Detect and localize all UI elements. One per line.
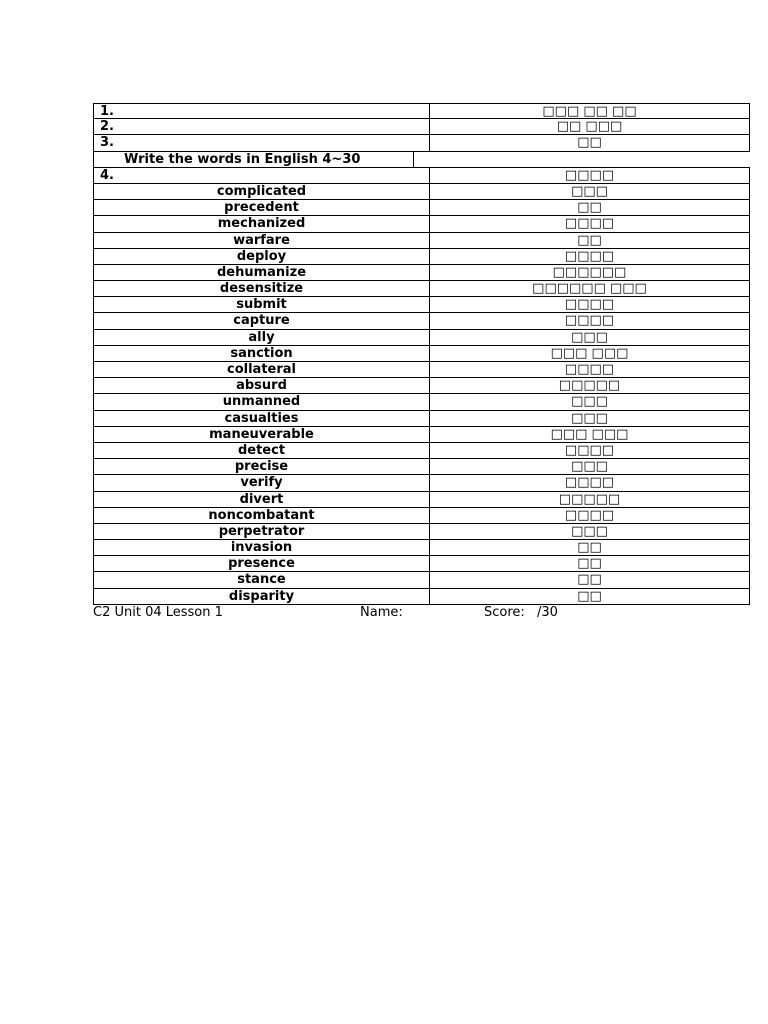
english-word: precedent	[94, 200, 430, 215]
table-row	[93, 184, 750, 200]
korean-meaning: □□	[577, 588, 602, 604]
table-row	[93, 297, 750, 313]
english-word: desensitize	[94, 281, 430, 296]
english-word: casualties	[94, 411, 430, 426]
english-word: stance	[94, 572, 430, 587]
korean-meaning: □□□□□□	[552, 264, 627, 280]
table-row	[93, 394, 750, 410]
table-row	[93, 313, 750, 329]
korean-meaning: □□□□□□ □□□	[532, 281, 647, 297]
row-number: 2.	[94, 119, 430, 134]
lesson-label: C2 Unit 04 Lesson 1	[93, 605, 223, 620]
english-word: capture	[94, 313, 430, 328]
table-row	[93, 119, 750, 135]
score-label: Score:	[484, 605, 525, 620]
korean-meaning: □□□□	[564, 362, 615, 377]
english-word: warfare	[94, 233, 430, 248]
english-word: dehumanize	[94, 265, 430, 280]
english-word: presence	[94, 556, 430, 571]
english-word: invasion	[94, 540, 430, 555]
english-word: divert	[94, 492, 430, 507]
english-word: verify	[94, 475, 430, 490]
score-total: /30	[537, 605, 558, 620]
vocab-table	[93, 103, 750, 605]
korean-meaning: □□□	[571, 459, 608, 475]
korean-meaning: □□□□	[564, 475, 615, 491]
korean-meaning: □□	[577, 556, 602, 572]
korean-meaning: □□	[577, 200, 602, 216]
korean-meaning: □□□□	[564, 297, 615, 313]
table-row	[93, 589, 750, 605]
korean-meaning: □□□□	[564, 248, 615, 264]
table-row	[93, 411, 750, 427]
korean-meaning: □□□□	[564, 313, 615, 329]
english-word: mechanized	[94, 216, 430, 231]
vocab-rows	[93, 184, 750, 605]
table-row	[93, 103, 750, 119]
korean-meaning: □□	[577, 135, 602, 151]
korean-meaning: □□□□	[564, 507, 615, 523]
korean-meaning: □□ □□□	[556, 119, 623, 135]
english-word: detect	[94, 443, 430, 458]
korean-meaning: □□	[577, 540, 602, 556]
table-row	[93, 492, 750, 508]
korean-meaning: □□□	[571, 523, 608, 539]
korean-meaning: □□□	[571, 410, 608, 426]
english-word: precise	[94, 459, 430, 474]
instruction-text: Write the words in English 4~30	[93, 152, 414, 168]
table-row	[93, 135, 750, 151]
instruction-row	[93, 152, 750, 168]
row-number: 1.	[94, 104, 430, 118]
korean-meaning: □□□ □□ □□	[542, 104, 637, 119]
numbered-rows	[93, 103, 750, 152]
table-row	[93, 249, 750, 265]
table-row	[93, 330, 750, 346]
table-row	[93, 233, 750, 249]
instruction-blank	[414, 152, 750, 168]
english-word: collateral	[94, 362, 430, 377]
korean-meaning: □□□□	[564, 216, 615, 232]
english-word: unmanned	[94, 394, 430, 409]
table-row	[93, 540, 750, 556]
korean-meaning: □□□□	[564, 167, 615, 183]
table-row	[93, 427, 750, 443]
table-row	[93, 475, 750, 491]
row-number: 3.	[94, 135, 430, 150]
name-label: Name:	[360, 605, 403, 620]
table-row	[93, 378, 750, 394]
table-row	[93, 508, 750, 524]
table-row	[93, 556, 750, 572]
table-row	[93, 281, 750, 297]
english-word: ally	[94, 330, 430, 345]
korean-meaning: □□	[577, 572, 602, 588]
table-row	[93, 524, 750, 540]
table-row	[93, 346, 750, 362]
korean-meaning: □□□□□	[558, 491, 621, 507]
english-word: perpetrator	[94, 524, 430, 539]
table-row	[93, 572, 750, 588]
table-row	[93, 200, 750, 216]
korean-meaning: □□□	[571, 329, 608, 345]
korean-meaning: □□□ □□□	[550, 345, 629, 361]
korean-meaning: □□□□□	[558, 378, 621, 394]
english-word: disparity	[94, 589, 430, 604]
english-word: absurd	[94, 378, 430, 393]
table-row	[93, 459, 750, 475]
korean-meaning: □□□	[571, 183, 608, 199]
row-number: 4.	[94, 168, 430, 183]
table-row	[93, 168, 750, 184]
korean-meaning: □□	[577, 232, 602, 248]
korean-meaning: □□□	[571, 394, 608, 410]
table-row	[93, 216, 750, 232]
english-word: sanction	[94, 346, 430, 361]
english-word: maneuverable	[94, 427, 430, 442]
korean-meaning: □□□□	[564, 442, 615, 458]
table-row	[93, 362, 750, 378]
english-word: submit	[94, 297, 430, 312]
english-word: noncombatant	[94, 508, 430, 523]
korean-meaning: □□□ □□□	[550, 426, 629, 442]
table-row	[93, 443, 750, 459]
english-word: complicated	[94, 184, 430, 199]
table-row	[93, 265, 750, 281]
english-word: deploy	[94, 249, 430, 264]
